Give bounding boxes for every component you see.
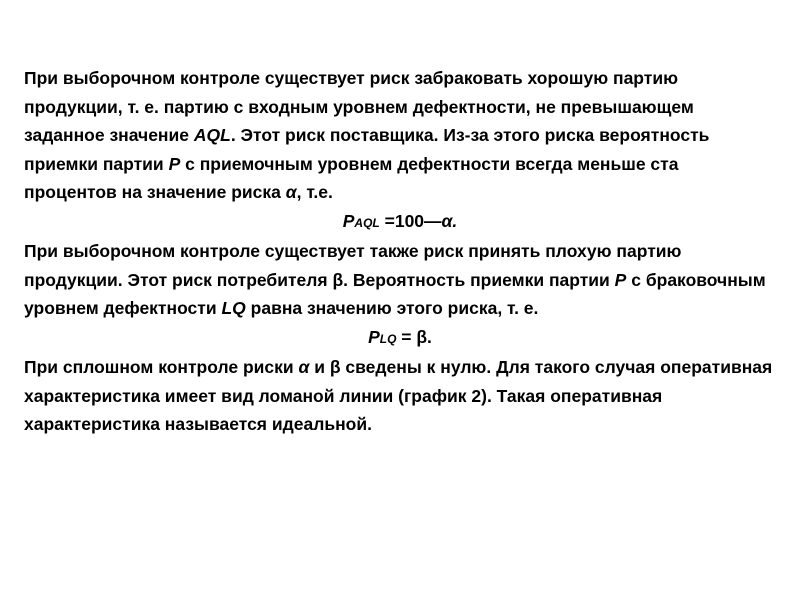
slide-content bbox=[24, 64, 776, 439]
formula-p: P bbox=[342, 210, 355, 231]
formula-body: =100— bbox=[379, 210, 442, 231]
formula-p-aql bbox=[24, 207, 776, 238]
text-run: , т.е. bbox=[296, 182, 333, 202]
aql-term: AQL bbox=[193, 125, 231, 145]
text-run: с браковочным уровнем дефектности bbox=[24, 269, 766, 318]
formula-subscript: AQL bbox=[354, 215, 380, 230]
text-run: При выборочном контроле существует также риск принять плохую партию продукции. Этот риск потребителя β. Вероятность приемки партии bbox=[24, 241, 682, 290]
text-run: и β сведены к нулю. Для такого случая оперативная характеристика имеет вид ломаной линии (график 2). Такая оперативная характеристика называется идеальной. bbox=[24, 357, 773, 434]
formula-body: = β. bbox=[396, 326, 432, 347]
text-run: При выборочном контроле существует риск забраковать хорошую партию продукции, т. е. партию с входным уровнем дефектности, не превышающем заданное значение bbox=[24, 68, 694, 145]
formula-p-lq bbox=[24, 323, 776, 354]
alpha-symbol: α bbox=[285, 182, 297, 202]
text-run: равна значению этого риска, т. е. bbox=[245, 298, 539, 318]
formula-alpha: α bbox=[441, 210, 453, 231]
p-symbol: P bbox=[168, 153, 181, 174]
lq-term: LQ bbox=[221, 298, 246, 318]
paragraph-supplier-risk bbox=[24, 64, 776, 207]
formula-subscript: LQ bbox=[379, 331, 397, 346]
text-run: При сплошном контроле риски bbox=[24, 357, 299, 377]
text-run: с приемочным уровнем дефектности всегда меньше ста процентов на значение риска bbox=[24, 153, 679, 202]
alpha-symbol: α bbox=[298, 357, 310, 377]
text-run: . Этот риск поставщика. Из-за этого риска вероятность приемки партии bbox=[24, 125, 710, 174]
paragraph-full-inspection bbox=[24, 353, 776, 439]
formula-dot: . bbox=[452, 210, 458, 231]
paragraph-consumer-risk bbox=[24, 237, 776, 323]
formula-p: P bbox=[368, 326, 380, 347]
p-symbol: P bbox=[614, 269, 627, 290]
